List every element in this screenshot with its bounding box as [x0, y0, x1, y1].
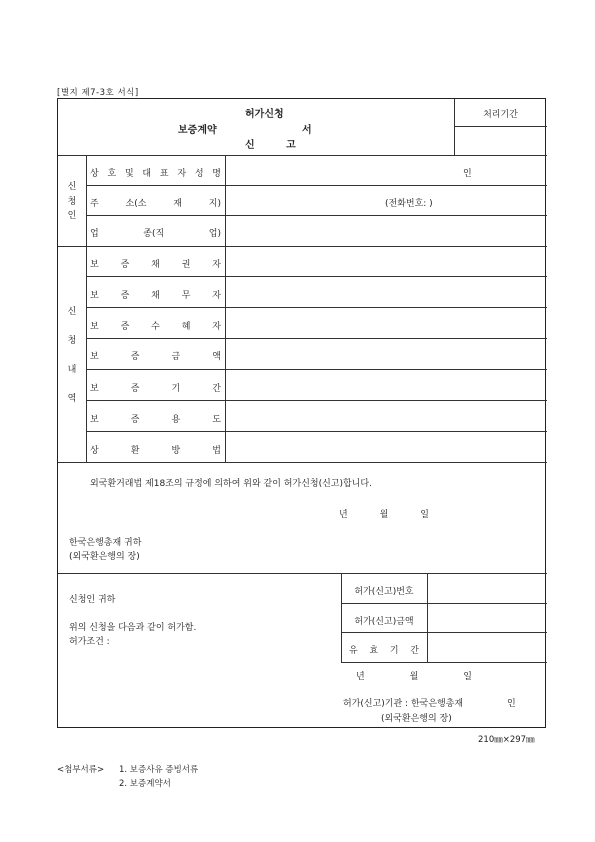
title-line2-suffix: 서 [302, 125, 312, 136]
attachment-item: 1. 보증사유 증빙서류 [119, 765, 199, 775]
authority-seal-mark: 인 [507, 699, 516, 709]
title-line3: 신 고 [245, 140, 310, 151]
phone-number-field[interactable]: (전화번호: ) [385, 199, 433, 209]
addressee-sub: (외국환은행의 장) [69, 552, 140, 562]
title-line2: 보증계약 [178, 125, 217, 136]
field-label-guarantee-debtor: 보 증 채 무 자 [90, 291, 221, 301]
attachments-label: <첨부서류> [57, 765, 105, 775]
field-label-guarantee-amount: 보 증 금 액 [90, 352, 221, 362]
attachment-item: 2. 보증계약서 [119, 779, 171, 789]
permit-amount-label: 허가(신고)금액 [354, 617, 414, 627]
approval-to: 신청인 귀하 [69, 595, 116, 605]
permit-number-label: 허가(신고)번호 [354, 587, 414, 597]
paper-size-note: 210㎜×297㎜ [478, 735, 535, 745]
permit-authority-sub: (외국환은행의 장) [381, 714, 452, 724]
processing-period-label: 처리기간 [483, 110, 518, 120]
approval-text: 위의 신청을 다음과 같이 허가함. [69, 623, 197, 633]
approval-date[interactable]: 년 월 일 [356, 672, 472, 682]
field-label-business-type: 업 종(직 업) [90, 229, 221, 239]
guarantee-contract-form [57, 98, 546, 728]
business-type-field[interactable] [228, 217, 544, 244]
field-label-repayment-method: 상 환 방 법 [90, 446, 221, 456]
seal-mark: 인 [463, 169, 472, 179]
field-label-address: 주 소(소 재 지) [90, 199, 221, 209]
field-label-guarantee-creditor: 보 증 채 권 자 [90, 260, 221, 270]
validity-period-label: 유 효 기 간 [349, 646, 419, 656]
approval-conditions: 허가조건 : [69, 637, 110, 647]
field-label-guarantee-beneficiary: 보 증 수 혜 자 [90, 322, 221, 332]
addressee: 한국은행총재 귀하 [69, 538, 142, 548]
details-section-label: 신 청 내 역 [67, 307, 77, 404]
processing-period-value[interactable] [454, 127, 547, 154]
permit-authority: 허가(신고)기관 : 한국은행총재 [343, 699, 464, 709]
field-label-guarantee-purpose: 보 증 용 도 [90, 415, 221, 425]
field-label-company-representative: 상 호 및 대 표 자 성 명 [90, 169, 221, 179]
declaration-date[interactable]: 년 월 일 [339, 510, 429, 520]
declaration-text: 외국환거래법 제18조의 규정에 의하여 위와 같이 허가신청(신고)합니다. [90, 479, 372, 489]
field-label-guarantee-period: 보 증 기 간 [90, 384, 221, 394]
form-number-label: [별지 제7-3호 서식] [57, 88, 139, 98]
title-line1: 허가신청 [245, 109, 284, 120]
applicant-section-label: 신 청 인 [67, 182, 77, 221]
